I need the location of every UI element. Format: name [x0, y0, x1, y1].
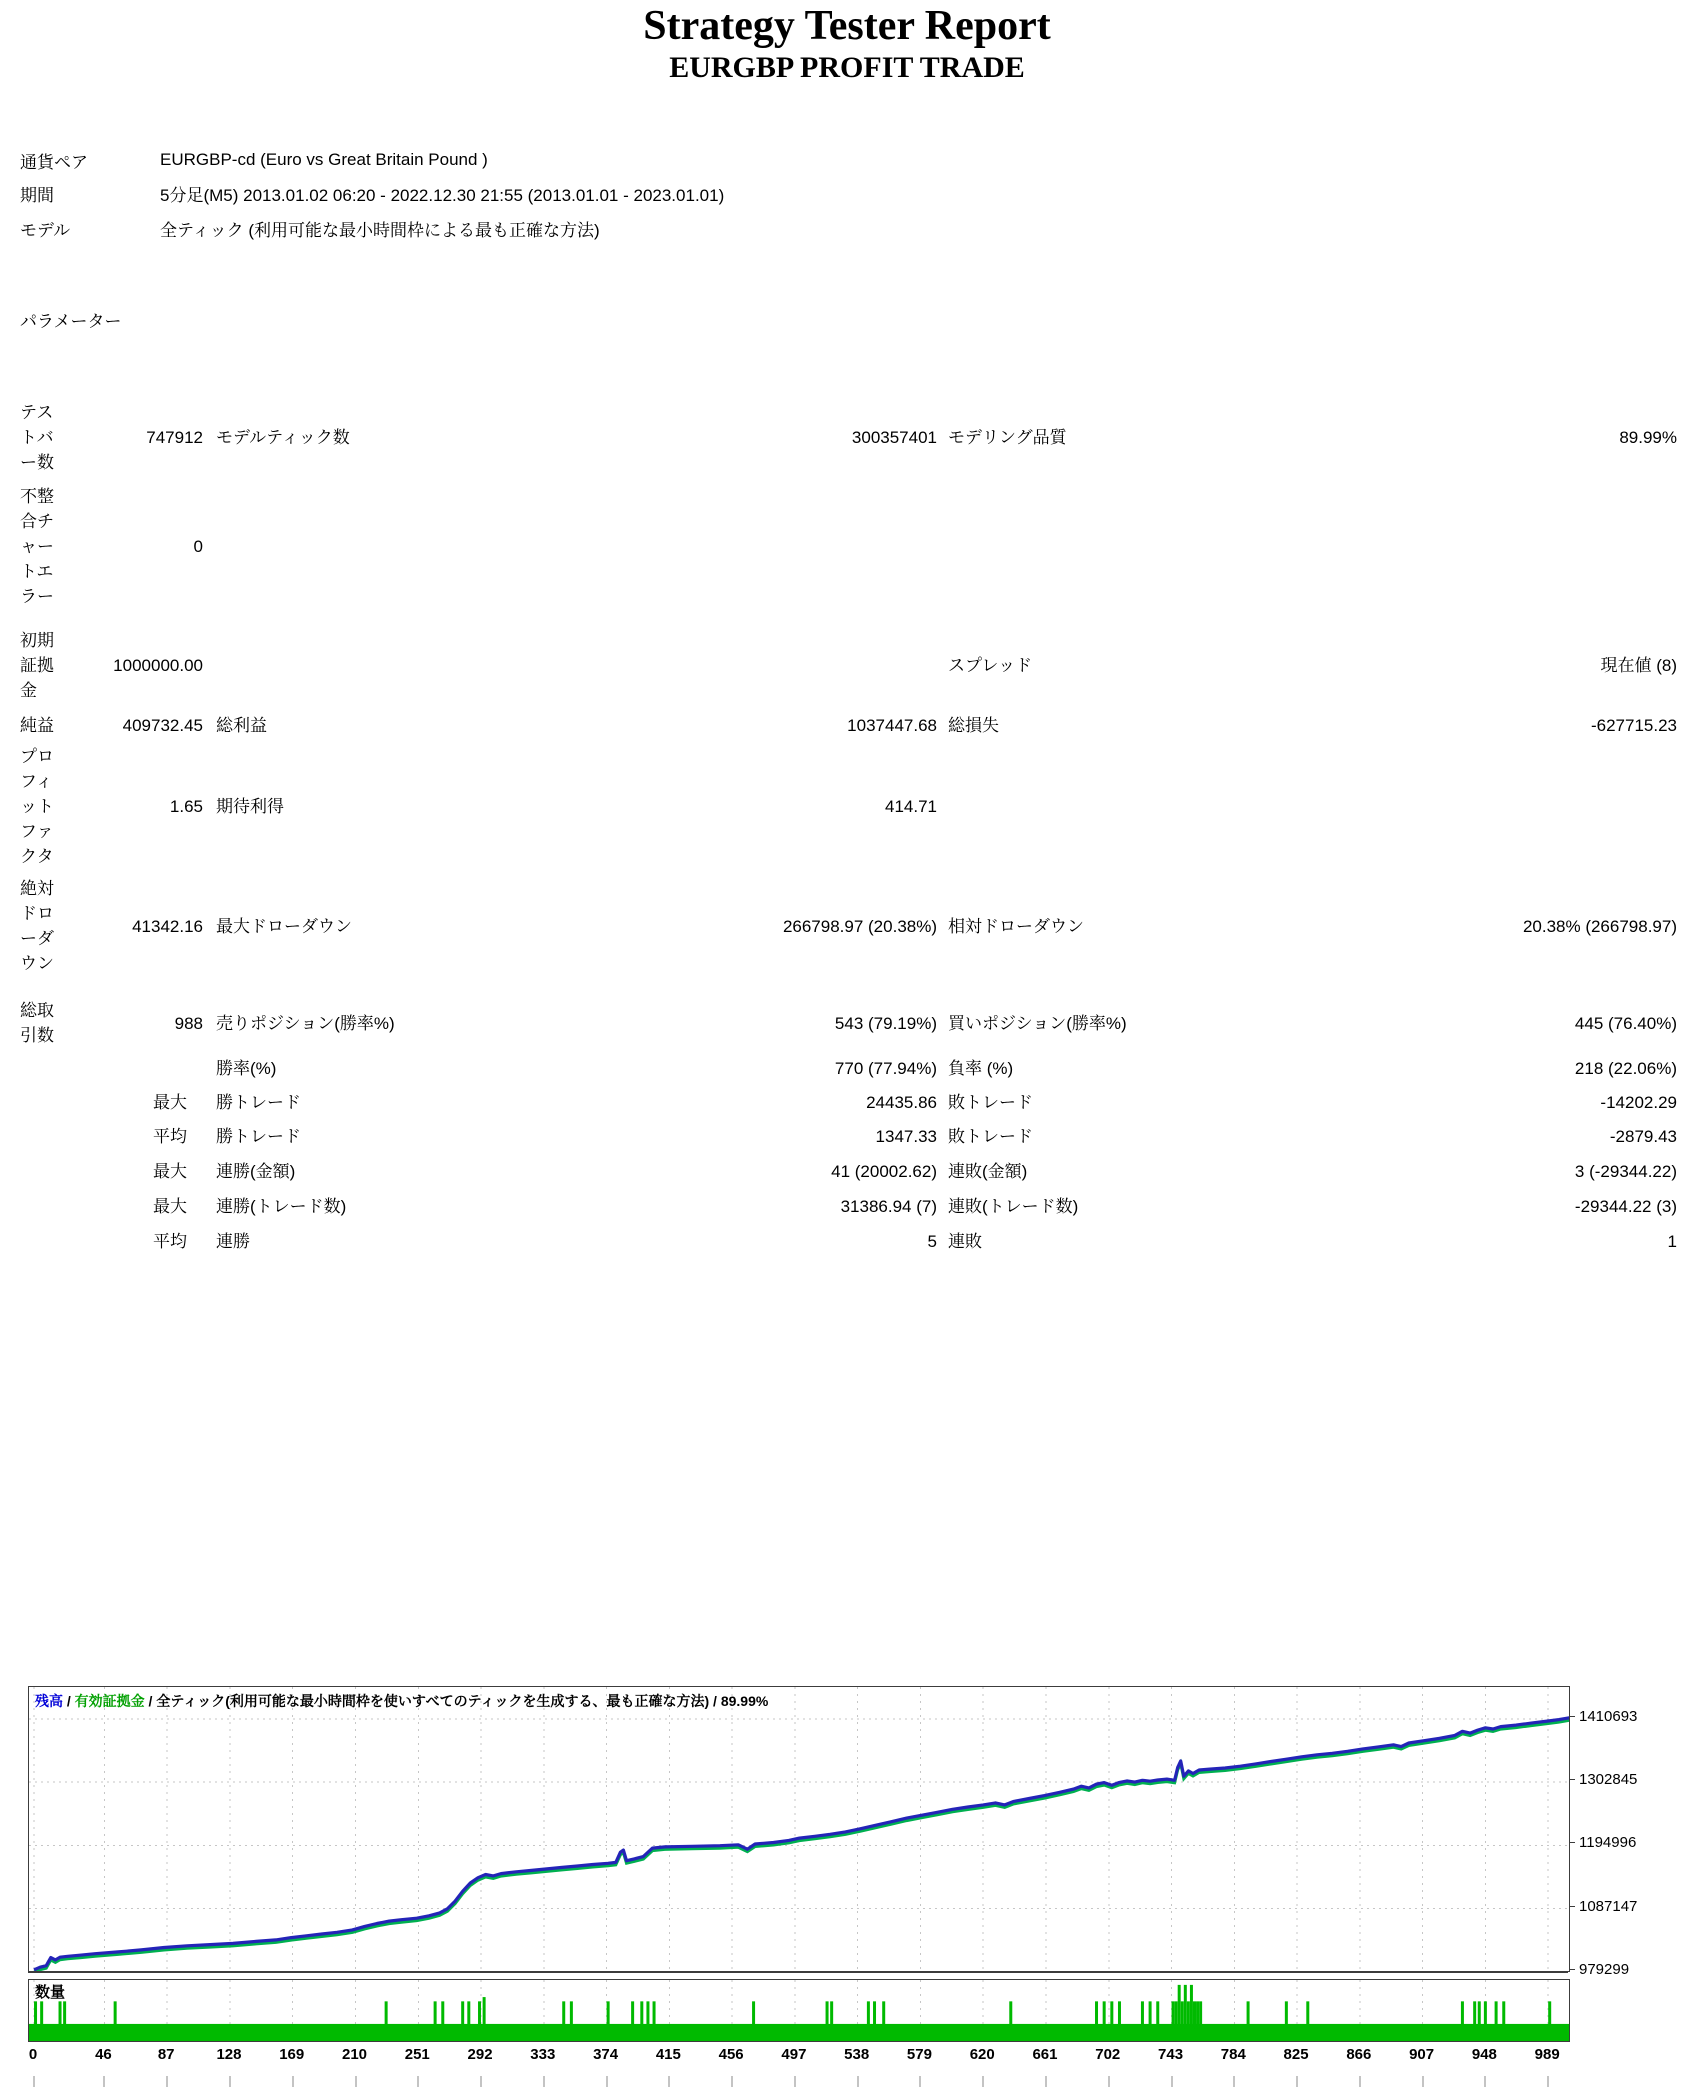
table-row — [20, 998, 1677, 1048]
row-label: テストバー数 — [20, 403, 54, 472]
row-value: 5 — [927, 1232, 937, 1251]
row-label: 連敗(トレード数) — [948, 1197, 1079, 1216]
info-row-model — [20, 215, 1677, 241]
legend-balance: 残高 — [35, 1693, 63, 1709]
x-tick-label: 210 — [341, 2046, 368, 2063]
x-tick-label: 866 — [1346, 2046, 1372, 2063]
grid-stub — [1359, 2076, 1361, 2087]
row-label: 期待利得 — [216, 797, 284, 816]
parameters-header — [20, 306, 1677, 332]
grid-stub — [417, 2076, 419, 2087]
row-label: 負率 (%) — [948, 1059, 1014, 1078]
grid-stub — [731, 2076, 733, 2087]
table-row — [20, 1124, 1677, 1149]
row-label: 敗トレード — [948, 1127, 1033, 1146]
row-value: 409732.45 — [122, 716, 203, 735]
row-value: 543 (79.19%) — [834, 1013, 937, 1033]
x-tick-label: 251 — [404, 2046, 430, 2063]
legend-separator: / — [144, 1693, 157, 1709]
x-tick-label: 661 — [1032, 2046, 1058, 2063]
x-tick-label: 620 — [969, 2046, 995, 2063]
legend-equity: 有効証拠金 — [74, 1693, 145, 1709]
info-label: モデル — [20, 220, 71, 240]
chart-legend — [35, 1691, 768, 1711]
row-label: 連勝(トレード数) — [216, 1197, 347, 1216]
info-row-symbol — [20, 147, 1677, 173]
row-value: 41 (20002.62) — [831, 1162, 937, 1181]
row-prefix: 最大 — [153, 1093, 187, 1112]
report-header — [0, 2, 1694, 86]
table-row — [20, 1090, 1677, 1115]
row-value: 現在値 (8) — [1600, 656, 1677, 675]
grid-stub — [543, 2076, 545, 2087]
equity-chart-panel — [28, 1686, 1570, 1972]
table-row — [20, 400, 1677, 475]
row-label: スプレッド — [948, 656, 1033, 675]
grid-stub — [1108, 2076, 1110, 2087]
row-label: 総利益 — [216, 716, 267, 735]
row-label: 勝率(%) — [216, 1059, 277, 1078]
table-row — [20, 876, 1677, 976]
equity-curve-svg — [29, 1687, 1569, 1971]
grid-stub — [794, 2076, 796, 2087]
row-label: 敗トレード — [948, 1093, 1033, 1112]
x-tick-label: 87 — [157, 2046, 175, 2063]
grid-stub — [1422, 2076, 1424, 2087]
info-value: EURGBP-cd (Euro vs Great Britain Pound ) — [160, 150, 488, 169]
x-tick-label: 0 — [28, 2046, 38, 2063]
row-value: 988 — [174, 1013, 203, 1033]
info-value: 5分足(M5) 2013.01.02 06:20 - 2022.12.30 21:55 (2013.01.01 - 2023.01.01) — [160, 185, 725, 205]
grid-stub — [480, 2076, 482, 2087]
y-tick-label: 1410693 — [1569, 1708, 1637, 1725]
table-row — [20, 1159, 1677, 1184]
y-tick-label: 979299 — [1569, 1961, 1629, 1978]
row-value: 0 — [193, 537, 203, 556]
row-label: 最大ドローダウン — [216, 916, 352, 936]
grid-stub — [166, 2076, 168, 2087]
table-row — [20, 628, 1677, 703]
x-tick-label: 333 — [530, 2046, 556, 2063]
x-tick-label: 292 — [467, 2046, 493, 2063]
row-prefix: 平均 — [153, 1127, 187, 1146]
volume-label: 数量 — [35, 1984, 66, 2001]
table-row — [20, 1194, 1677, 1219]
row-label: 勝トレード — [216, 1127, 301, 1146]
grid-stub — [668, 2076, 670, 2087]
row-label: プロフィットファクタ — [20, 747, 54, 866]
row-prefix: 最大 — [153, 1162, 187, 1181]
row-value: 747912 — [146, 428, 203, 447]
parameters-label: パラメーター — [20, 311, 122, 331]
info-label: 通貨ペア — [20, 152, 88, 172]
row-label: 連勝(金額) — [216, 1162, 296, 1181]
row-value: -29344.22 (3) — [1574, 1197, 1677, 1216]
row-value: 1.65 — [169, 797, 203, 816]
row-value: 3 (-29344.22) — [1574, 1162, 1677, 1181]
row-label: 売りポジション(勝率%) — [216, 1013, 395, 1033]
page-subtitle: EURGBP PROFIT TRADE — [669, 51, 1025, 84]
row-value: 300357401 — [851, 428, 937, 447]
row-value: -14202.29 — [1600, 1093, 1677, 1112]
row-value: 89.99% — [1619, 428, 1677, 447]
x-tick-label: 948 — [1471, 2046, 1497, 2063]
row-label: 勝トレード — [216, 1093, 301, 1112]
volume-bars-svg — [29, 1980, 1569, 2041]
x-tick-label: 46 — [95, 2046, 112, 2063]
table-row — [20, 484, 1677, 609]
y-tick-label: 1302845 — [1569, 1771, 1637, 1788]
grid-stub — [919, 2076, 921, 2087]
row-label: 初期証拠金 — [20, 631, 54, 700]
row-value: 1000000.00 — [113, 656, 203, 675]
grid-stub — [33, 2076, 35, 2087]
row-value: 445 (76.40%) — [1574, 1013, 1677, 1033]
row-value: -2879.43 — [1609, 1127, 1677, 1146]
x-tick-label: 128 — [216, 2046, 242, 2063]
grid-stub — [1045, 2076, 1047, 2087]
grid-stub — [982, 2076, 984, 2087]
row-prefix: 平均 — [153, 1232, 187, 1251]
x-tick-label: 907 — [1409, 2046, 1435, 2063]
table-row — [20, 1056, 1677, 1081]
row-label: 相対ドローダウン — [948, 916, 1084, 936]
row-value: 41342.16 — [132, 916, 203, 936]
legend-separator: / — [63, 1693, 75, 1709]
row-value: 20.38% (266798.97) — [1522, 916, 1677, 936]
info-row-period — [20, 180, 1677, 206]
x-tick-label: 579 — [906, 2046, 932, 2063]
x-tick-label: 415 — [655, 2046, 681, 2063]
grid-stub — [292, 2076, 294, 2087]
row-label: 純益 — [20, 716, 54, 735]
grid-stub — [103, 2076, 105, 2087]
row-value: 31386.94 (7) — [840, 1197, 937, 1216]
row-value: 24435.86 — [866, 1093, 937, 1112]
row-label: 総取引数 — [20, 1001, 54, 1045]
row-label: 不整合チャートエラー — [20, 487, 54, 606]
grid-stub — [229, 2076, 231, 2087]
grid-stub — [355, 2076, 357, 2087]
x-tick-label: 784 — [1220, 2046, 1246, 2063]
row-label: モデリング品質 — [948, 428, 1067, 447]
grid-stub — [1547, 2076, 1549, 2087]
grid-stub — [1171, 2076, 1173, 2087]
x-tick-label: 989 — [1534, 2046, 1560, 2063]
x-tick-label: 456 — [718, 2046, 744, 2063]
row-value: 1037447.68 — [847, 716, 937, 735]
row-label: モデルティック数 — [216, 428, 350, 447]
x-tick-label: 538 — [844, 2046, 870, 2063]
table-row — [20, 713, 1677, 738]
x-tick-label: 374 — [593, 2046, 619, 2063]
grid-stub — [606, 2076, 608, 2087]
row-value: 1 — [1667, 1232, 1677, 1251]
row-value: 266798.97 (20.38%) — [782, 916, 937, 936]
y-tick-label: 1194996 — [1569, 1834, 1636, 1851]
x-tick-label: 702 — [1095, 2046, 1121, 2063]
grid-stub — [857, 2076, 859, 2087]
row-label: 連敗 — [948, 1232, 982, 1251]
row-value: 218 (22.06%) — [1574, 1059, 1677, 1078]
grid-stub — [1233, 2076, 1235, 2087]
row-label: 絶対ドローダウン — [20, 879, 54, 973]
table-row — [20, 1229, 1677, 1254]
x-tick-label: 169 — [279, 2046, 305, 2063]
page-title: Strategy Tester Report — [643, 3, 1051, 49]
info-label: 期間 — [20, 185, 54, 205]
y-tick-label: 1087147 — [1569, 1898, 1637, 1915]
row-label: 連勝 — [216, 1232, 250, 1251]
info-value: 全ティック (利用可能な最小時間枠による最も正確な方法) — [160, 220, 600, 240]
row-value: -627715.23 — [1590, 716, 1677, 735]
row-prefix: 最大 — [153, 1197, 187, 1216]
row-value: 414.71 — [885, 797, 937, 816]
row-label: 総損失 — [948, 716, 999, 735]
table-row — [20, 744, 1677, 869]
row-value: 1347.33 — [875, 1127, 937, 1146]
grid-stub — [1484, 2076, 1486, 2087]
row-value: 770 (77.94%) — [834, 1059, 937, 1078]
row-label: 連敗(金額) — [948, 1162, 1028, 1181]
x-tick-label: 743 — [1158, 2046, 1184, 2063]
x-tick-label: 825 — [1283, 2046, 1309, 2063]
grid-stub — [1296, 2076, 1298, 2087]
row-label: 買いポジション(勝率%) — [948, 1013, 1127, 1033]
volume-chart-panel — [28, 1979, 1570, 2042]
x-tick-label: 497 — [781, 2046, 807, 2063]
legend-model-text: 全ティック(利用可能な最小時間枠を使いすべてのティックを生成する、最も正確な方法) / 89.99% — [156, 1693, 769, 1709]
